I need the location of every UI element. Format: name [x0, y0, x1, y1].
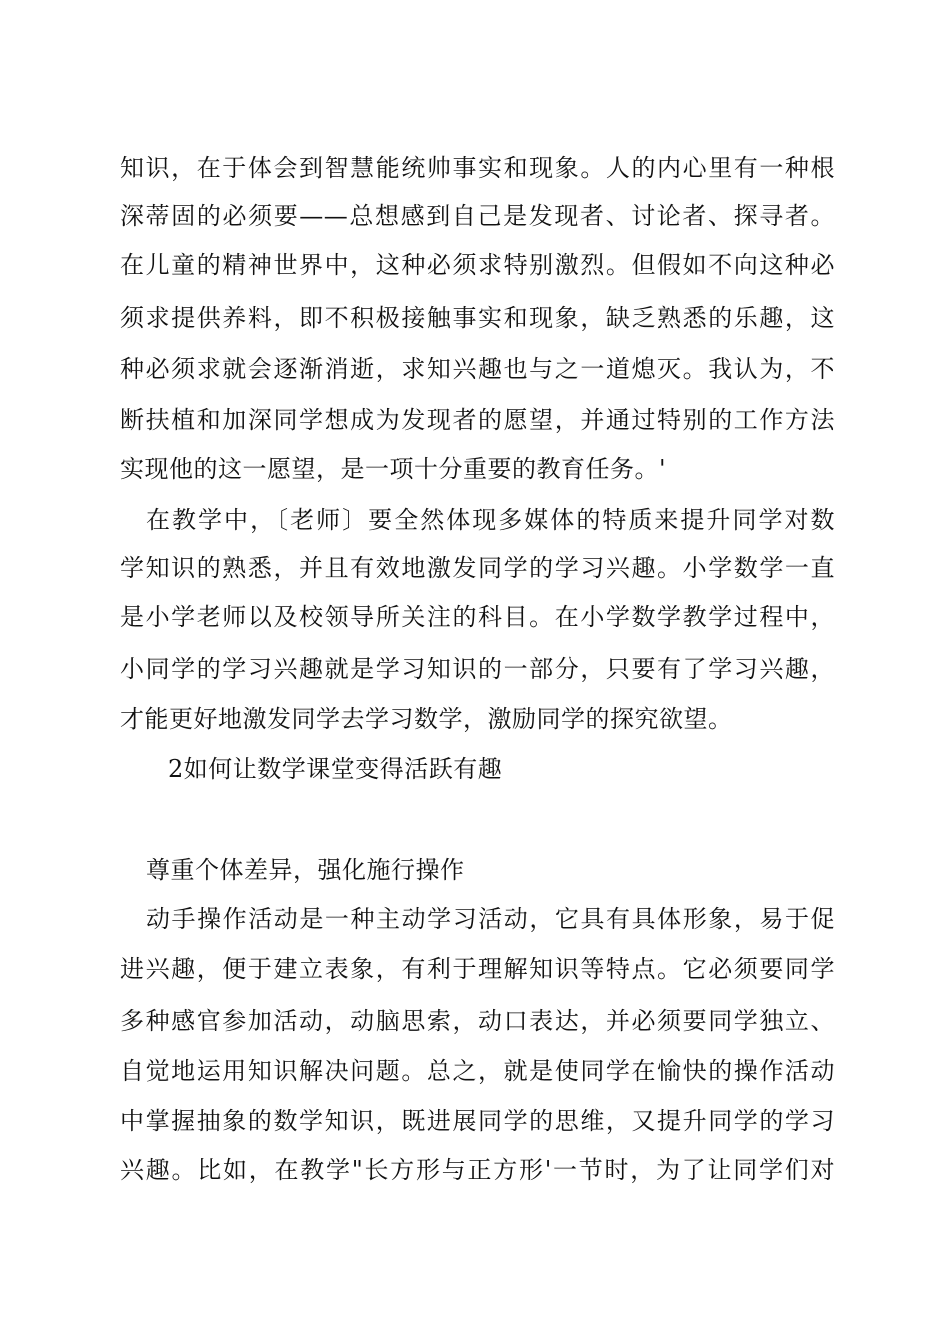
text-line: 断扶植和加深同学想成为发现者的愿望，并通过特别的工作方法 [120, 406, 835, 434]
text-line: 学知识的熟悉，并且有效地激发同学的学习兴趣。小学数学一直 [120, 554, 835, 582]
text-line: 实现他的这一愿望，是一项十分重要的教育任务。' [120, 455, 667, 483]
text-line: 种必须求就会逐渐消逝，求知兴趣也与之一道熄灭。我认为，不 [120, 355, 835, 383]
text-line: 小同学的学习兴趣就是学习知识的一部分，只要有了学习兴趣， [120, 655, 835, 683]
text-line: 须求提供养料，即不积极接触事实和现象，缺乏熟悉的乐趣，这 [120, 304, 835, 332]
text-line: 中掌握抽象的数学知识，既进展同学的思维，又提升同学的学习 [120, 1107, 835, 1135]
text-line: 兴趣。比如，在教学"长方形与正方形'一节时，为了让同学们对 [120, 1156, 835, 1184]
text-line: 在儿童的精神世界中，这种必须求特别激烈。但假如不向这种必 [120, 251, 835, 279]
text-line: 才能更好地激发同学去学习数学，激励同学的探究欲望。 [120, 705, 733, 733]
section-heading: 2如何让数学课堂变得活跃有趣 [168, 755, 503, 783]
text-line: 多种感官参加活动，动脑思索，动口表达，并必须要同学独立、 [120, 1007, 835, 1035]
subsection-heading: 尊重个体差异，强化施行操作 [146, 856, 465, 884]
text-line: 知识，在于体会到智慧能统帅事实和现象。人的内心里有一种根 [120, 154, 835, 182]
text-line: 自觉地运用知识解决问题。总之，就是使同学在愉快的操作活动 [120, 1057, 835, 1085]
text-line: 深蒂固的必须要——总想感到自己是发现者、讨论者、探寻者。 [120, 202, 835, 230]
text-line: 进兴趣，便于建立表象，有利于理解知识等特点。它必须要同学 [120, 955, 835, 983]
text-line: 是小学老师以及校领导所关注的科目。在小学数学教学过程中， [120, 603, 835, 631]
text-line: 动手操作活动是一种主动学习活动，它具有具体形象，易于促 [146, 905, 835, 933]
text-line: 在教学中，〔老师〕要全然体现多媒体的特质来提升同学对数 [146, 506, 835, 534]
